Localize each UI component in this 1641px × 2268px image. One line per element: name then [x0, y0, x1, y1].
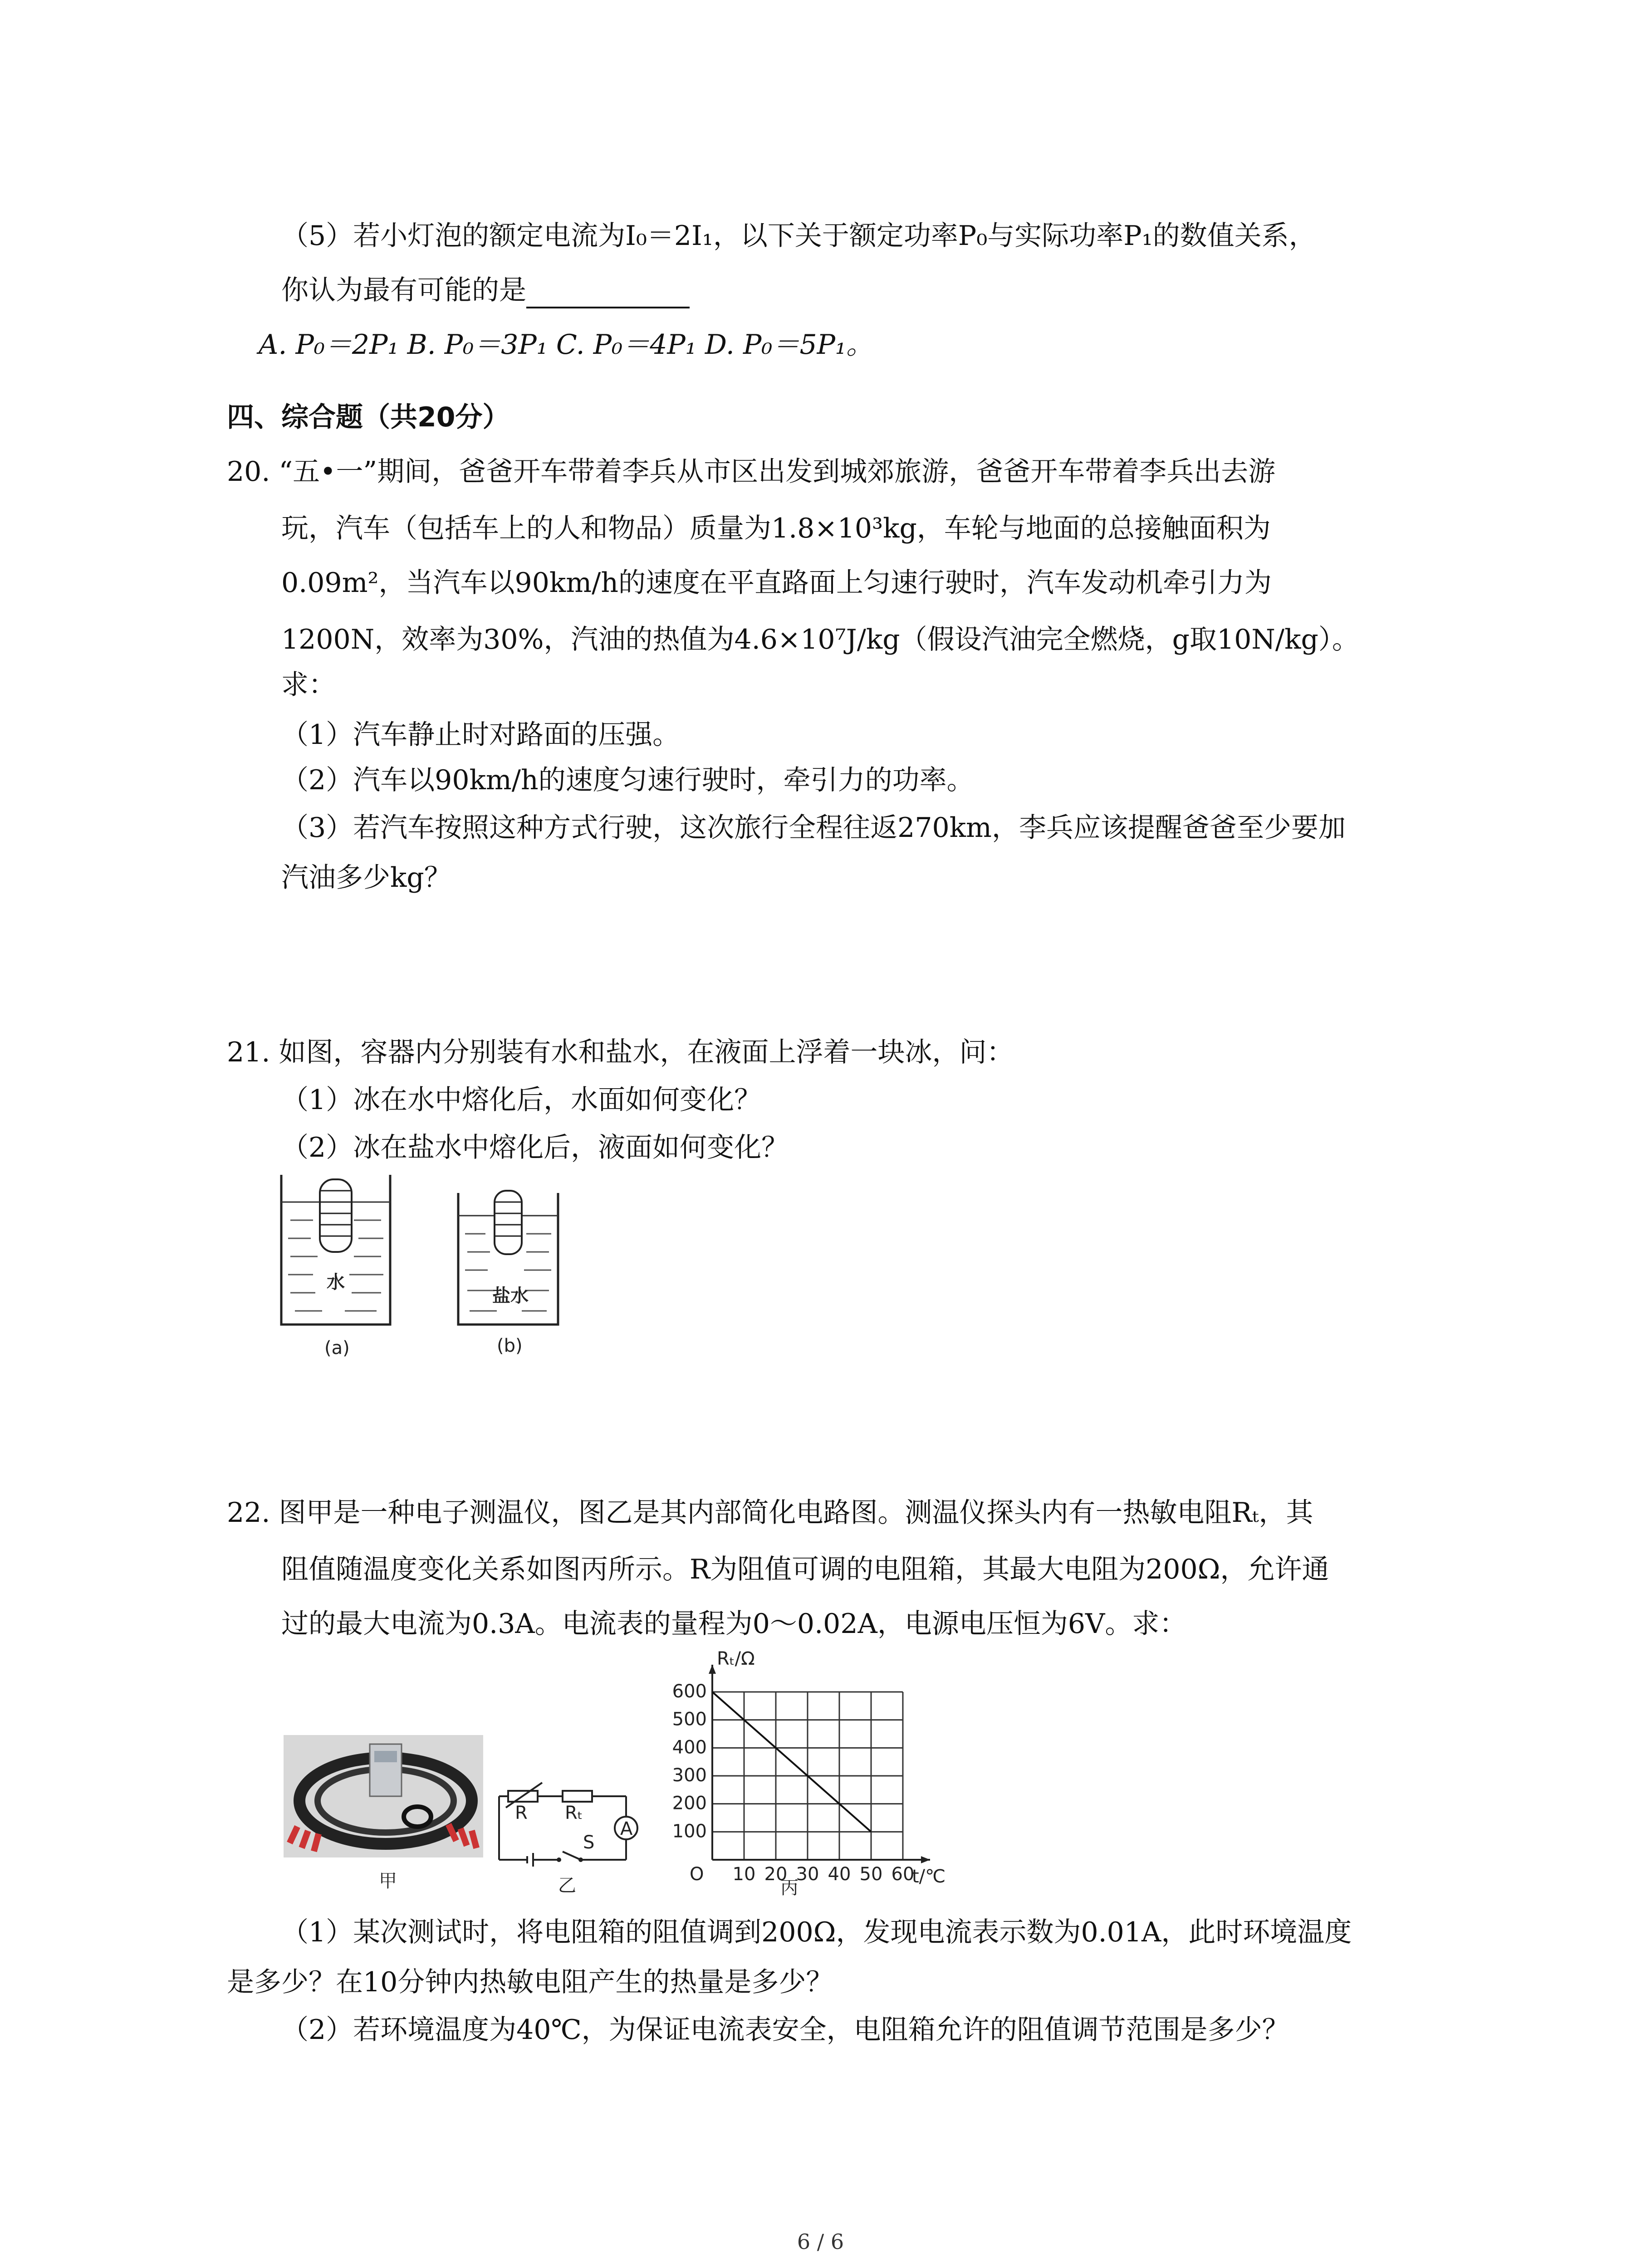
q21-line1: 21. 如图，容器内分别装有水和盐水，在液面上浮着一块冰，问：	[227, 1036, 1014, 1068]
q22-line3: 过的最大电流为0.3A。电流表的量程为0～0.02A，电源电压恒为6V。求：	[281, 1608, 1187, 1640]
x-tick-label: 30	[796, 1864, 819, 1885]
q20-sub3a: （3）若汽车按照这种方式行驶，这次旅行全程往返270km，李兵应该提醒爸爸至少要加	[281, 812, 1346, 844]
section-heading: 四、综合题（共20分）	[227, 401, 510, 433]
x-tick-label: 50	[859, 1864, 883, 1885]
q22-sub2: （2）若环境温度为40℃，为保证电流表安全，电阻箱允许的阻值调节范围是多少？	[281, 2014, 1289, 2046]
caption-bing: 丙	[780, 1877, 798, 1896]
circuit-label-rt: Rₜ	[565, 1803, 583, 1823]
circuit-label-r: R	[515, 1803, 528, 1823]
q20-line2: 玩，汽车（包括车上的人和物品）质量为1.8×10³kg，车轮与地面的总接触面积为	[281, 513, 1271, 544]
q20-sub2: （2）汽车以90km/h的速度匀速行驶时，牵引力的功率。	[281, 764, 974, 796]
q21-sub2: （2）冰在盐水中熔化后，液面如何变化？	[281, 1132, 789, 1163]
y-tick-label: 100	[672, 1821, 707, 1842]
ice-saltwater-figure-b	[454, 1188, 572, 1361]
q19-5-line2-wrap	[281, 272, 690, 308]
ammeter-label: A	[620, 1818, 633, 1839]
switch-label: S	[583, 1832, 595, 1853]
caption-yi: 乙	[558, 1875, 576, 1896]
q20-line1: 20. “五•一”期间，爸爸开车带着李兵从市区出发到城郊旅游，爸爸开车带着李兵出去游	[227, 456, 1276, 488]
chart-tick-labels	[672, 1681, 915, 1885]
x-axis-arrow	[921, 1856, 930, 1863]
x-tick-label: 10	[732, 1864, 756, 1885]
chart-series	[712, 1692, 871, 1832]
page-number: 6 / 6	[797, 2229, 844, 2254]
circuit-diagram-yi	[490, 1755, 644, 1896]
thermometer-photo-jia	[281, 1733, 485, 1896]
x-tick-label: 60	[891, 1864, 915, 1885]
q21-sub1: （1）冰在水中熔化后，水面如何变化？	[281, 1084, 762, 1116]
y-axis-arrow	[709, 1665, 716, 1674]
chart-origin-label: O	[690, 1864, 704, 1885]
chart-x-label: t/℃	[912, 1866, 946, 1887]
q20-sub1: （1）汽车静止时对路面的压强。	[281, 719, 680, 751]
fig-b-caption: (b)	[497, 1335, 523, 1356]
x-tick-label: 20	[764, 1864, 788, 1885]
q22-sub1a: （1）某次测试时，将电阻箱的阻值调到200Ω，发现电流表示数为0.01A，此时环境温度	[281, 1916, 1352, 1948]
q20-line3: 0.09m²，当汽车以90km/h的速度在平直路面上匀速行驶时，汽车发动机牵引力为	[281, 567, 1272, 599]
q19-5-line1: （5）若小灯泡的额定电流为I₀＝2I₁，以下关于额定功率P₀与实际功率P₁的数值关系，	[281, 220, 1316, 252]
y-tick-label: 300	[672, 1765, 707, 1786]
caption-jia: 甲	[379, 1871, 397, 1892]
q19-5-line2: 你认为最有可能的是	[281, 274, 526, 306]
rt-line	[712, 1692, 871, 1832]
x-tick-label: 40	[828, 1864, 851, 1885]
y-tick-label: 500	[672, 1709, 707, 1730]
q22-sub1b: 是多少？在10分钟内热敏电阻产生的热量是多少？	[227, 1966, 833, 1998]
q20-line4: 1200N，效率为30%，汽油的热值为4.6×10⁷J/kg（假设汽油完全燃烧，g取10N/kg）。	[281, 624, 1359, 655]
y-tick-label: 200	[672, 1793, 707, 1814]
water-label: 水	[327, 1272, 345, 1293]
answer-blank[interactable]	[526, 279, 690, 308]
rt-temperature-chart-bing	[631, 1647, 948, 1896]
ice-water-figure-a	[277, 1170, 404, 1361]
fig-a-caption: (a)	[324, 1338, 350, 1359]
chart-axes	[709, 1665, 930, 1863]
q20-sub3b: 汽油多少kg？	[281, 862, 451, 894]
q22-line2: 阻值随温度变化关系如图丙所示。R为阻值可调的电阻箱，其最大电阻为200Ω，允许通	[281, 1554, 1329, 1585]
chart-y-label: Rₜ/Ω	[717, 1648, 755, 1669]
saltwater-label: 盐水	[492, 1286, 529, 1306]
y-tick-label: 600	[672, 1681, 707, 1702]
q20-line5: 求：	[281, 669, 336, 701]
y-tick-label: 400	[672, 1737, 707, 1758]
q19-5-options: A. P₀＝2P₁ B. P₀＝3P₁ C. P₀＝4P₁ D. P₀＝5P₁。	[259, 329, 874, 361]
q22-line1: 22. 图甲是一种电子测温仪，图乙是其内部简化电路图。测温仪探头内有一热敏电阻Rₜ，其	[227, 1497, 1313, 1529]
